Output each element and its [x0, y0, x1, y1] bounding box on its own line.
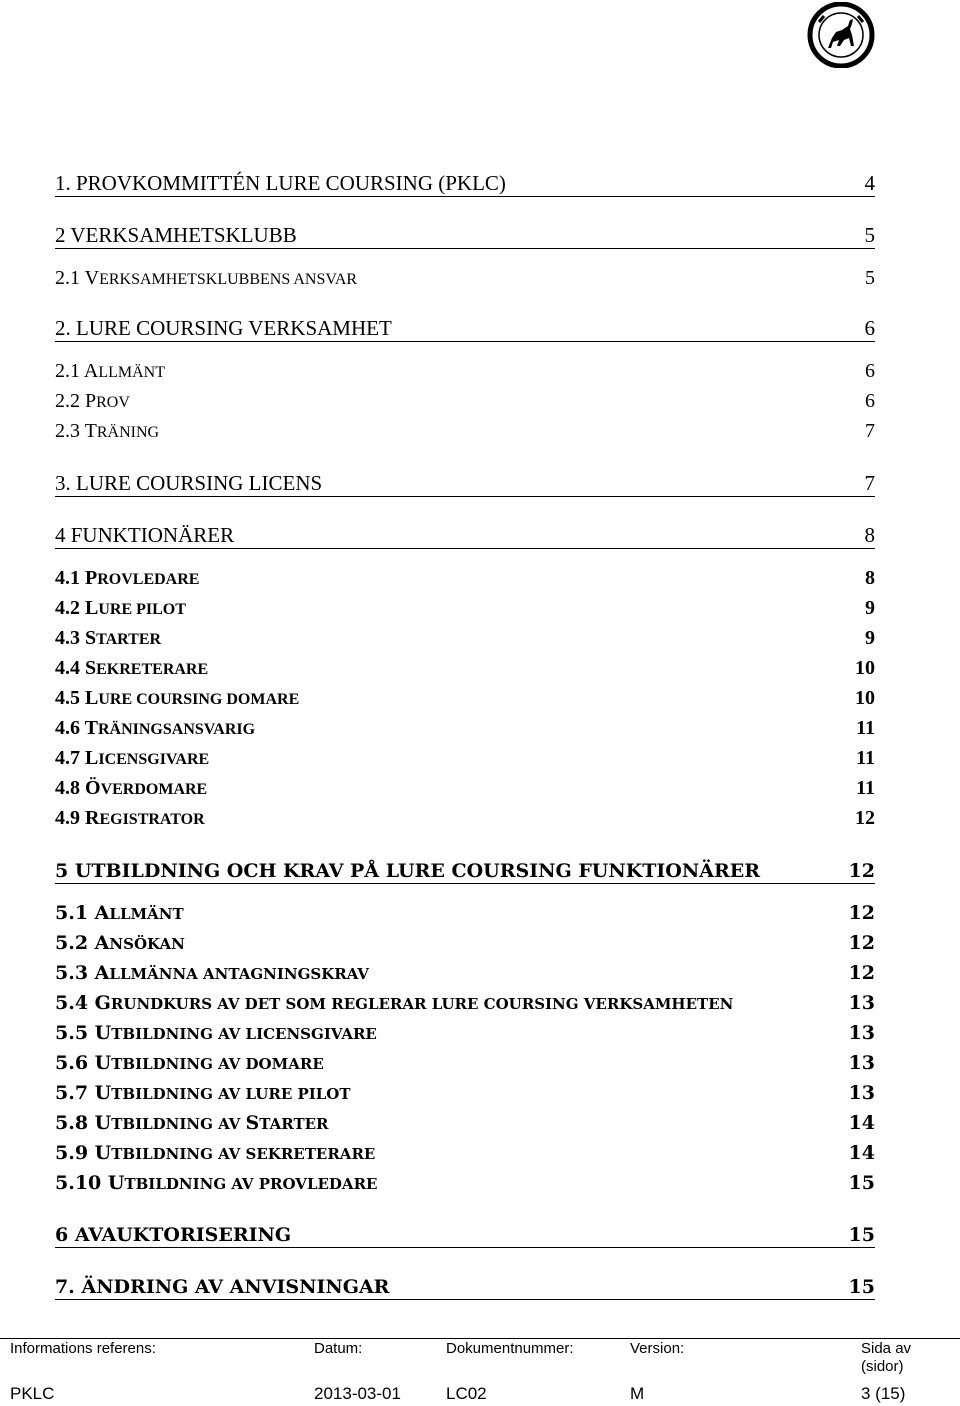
toc-entry-title: 4.8 ÖVERDOMARE — [55, 777, 208, 799]
toc-entry-page: 9 — [865, 627, 875, 649]
toc-entry-page: 10 — [855, 687, 875, 709]
toc-entry-page: 8 — [865, 567, 875, 589]
toc-entry-page: 12 — [848, 902, 875, 924]
toc-entry-page: 11 — [856, 717, 875, 739]
toc-entry-title: 2.3 TRÄNING — [55, 420, 160, 442]
toc-entry-title: 4.7 LICENSGIVARE — [55, 747, 210, 769]
toc-entry-title: 5.1 ALLMÄNT — [55, 902, 184, 924]
toc-entry-5-7[interactable] — [55, 1078, 875, 1106]
toc-entry-page: 5 — [865, 267, 875, 289]
toc-entry-4-8[interactable] — [55, 774, 875, 802]
toc-entry-2-1[interactable] — [55, 264, 875, 292]
toc-entry-page: 14 — [848, 1112, 875, 1134]
toc-entry-4-1[interactable] — [55, 564, 875, 592]
toc-entry-title: 7. ÄNDRING AV ANVISNINGAR — [55, 1276, 390, 1298]
toc-entry-5-9[interactable] — [55, 1138, 875, 1166]
toc-entry-title: 5.10 UTBILDNING AV PROVLEDARE — [55, 1172, 378, 1194]
toc-entry-title: 4.5 LURE COURSING DOMARE — [55, 687, 300, 709]
toc-entry-page: 12 — [855, 807, 875, 829]
toc-entry-page: 15 — [848, 1276, 875, 1298]
toc-entry-page: 13 — [848, 992, 875, 1014]
toc-entry-2b-1[interactable] — [55, 357, 875, 385]
toc-entry-page: 4 — [864, 171, 875, 195]
toc-entry-page: 12 — [848, 932, 875, 954]
toc-entry-3[interactable] — [55, 469, 875, 497]
toc-entry-page: 6 — [865, 360, 875, 382]
toc-entry-title: 2.2 PROV — [55, 390, 130, 412]
toc-entry-2b-3[interactable] — [55, 417, 875, 445]
toc-entry-page: 6 — [864, 316, 875, 340]
toc-entry-title: 5.9 UTBILDNING AV SEKRETERARE — [55, 1142, 376, 1164]
toc-entry-title: 5.5 UTBILDNING AV LICENSGIVARE — [55, 1022, 377, 1044]
toc-entry-title: 4.3 STARTER — [55, 627, 162, 649]
toc-entry-4-7[interactable] — [55, 744, 875, 772]
toc-entry-title: 4 FUNKTIONÄRER — [55, 523, 235, 547]
toc-entry-title: 5.6 UTBILDNING AV DOMARE — [55, 1052, 324, 1074]
footer-value-date: 2013-03-01 — [314, 1384, 401, 1403]
toc-entry-title: 5.7 UTBILDNING AV LURE PILOT — [55, 1082, 351, 1104]
toc-entry-page: 7 — [865, 420, 875, 442]
toc-entry-page: 15 — [848, 1172, 875, 1194]
footer-label-page-sub: (sidor) — [861, 1358, 904, 1375]
toc-entry-title: 5.3 ALLMÄNNA ANTAGNINGSKRAV — [55, 962, 369, 984]
footer-label-docnum: Dokumentnummer: — [446, 1340, 574, 1357]
toc-entry-title: 4.4 SEKRETERARE — [55, 657, 209, 679]
toc-entry-4-2[interactable] — [55, 594, 875, 622]
footer-divider — [0, 1338, 960, 1339]
toc-entry-title: 3. LURE COURSING LICENS — [55, 471, 323, 495]
toc-entry-title: 5.4 GRUNDKURS AV DET SOM REGLERAR LURE COURSING VERKSAMHETEN — [55, 992, 734, 1014]
toc-entry-page: 11 — [856, 747, 875, 769]
footer-label-date: Datum: — [314, 1340, 363, 1357]
toc-entry-page: 6 — [865, 390, 875, 412]
toc-entry-title: 5.8 UTBILDNING AV STARTER — [55, 1112, 329, 1134]
toc-entry-4-6[interactable] — [55, 714, 875, 742]
toc-entry-page: 10 — [855, 657, 875, 679]
toc-entry-5-4[interactable] — [55, 988, 875, 1016]
toc-entry-title: 2. LURE COURSING VERKSAMHET — [55, 316, 392, 340]
toc-entry-5-2[interactable] — [55, 928, 875, 956]
toc-entry-title: 1. PROVKOMMITTÉN LURE COURSING (PKLC) — [55, 171, 506, 195]
toc-entry-page: 7 — [864, 471, 875, 495]
toc-entry-page: 13 — [848, 1022, 875, 1044]
toc-entry-4-4[interactable] — [55, 654, 875, 682]
toc-entry-page: 13 — [848, 1082, 875, 1104]
toc-entry-title: 4.9 REGISTRATOR — [55, 807, 205, 829]
toc-entry-page: 8 — [864, 523, 875, 547]
toc-entry-page: 13 — [848, 1052, 875, 1074]
toc-entry-page: 9 — [865, 597, 875, 619]
toc-entry-5-5[interactable] — [55, 1018, 875, 1046]
toc-entry-4-5[interactable] — [55, 684, 875, 712]
toc-entry-4[interactable] — [55, 521, 875, 549]
toc-entry-title: 4.2 LURE PILOT — [55, 597, 186, 619]
toc-entry-2[interactable] — [55, 221, 875, 249]
toc-entry-title: 5.2 ANSÖKAN — [55, 932, 185, 954]
footer-value-ref: PKLC — [10, 1384, 55, 1403]
footer-label-version: Version: — [630, 1340, 685, 1357]
footer-value-page: 3 (15) — [861, 1384, 906, 1403]
toc-entry-title: 5 UTBILDNING OCH KRAV PÅ LURE COURSING FUNKTIONÄRER — [55, 860, 761, 882]
toc-entry-5-8[interactable] — [55, 1108, 875, 1136]
toc-entry-title: 2.1 VERKSAMHETSKLUBBENS ANSVAR — [55, 267, 358, 289]
toc-entry-5-10[interactable] — [55, 1168, 875, 1196]
toc-entry-6[interactable] — [55, 1220, 875, 1248]
document-footer — [0, 1338, 960, 1406]
toc-entry-page: 15 — [848, 1224, 875, 1246]
toc-entry-page: 11 — [856, 777, 875, 799]
footer-label-ref: Informations referens: — [10, 1340, 156, 1357]
footer-label-page: Sida av — [861, 1340, 912, 1357]
toc-entry-title: 4.6 TRÄNINGSANSVARIG — [55, 717, 256, 739]
toc-entry-title: 2 VERKSAMHETSKLUBB — [55, 223, 297, 247]
toc-entry-4-3[interactable] — [55, 624, 875, 652]
toc-entry-5[interactable] — [55, 856, 875, 884]
toc-entry-5-3[interactable] — [55, 958, 875, 986]
toc-entry-5-1[interactable] — [55, 898, 875, 926]
toc-entry-page: 5 — [864, 223, 875, 247]
toc-entry-1[interactable] — [55, 169, 875, 197]
toc-entry-title: 6 AVAUKTORISERING — [55, 1224, 292, 1246]
toc-entry-4-9[interactable] — [55, 804, 875, 832]
toc-entry-7[interactable] — [55, 1272, 875, 1300]
toc-entry-2b[interactable] — [55, 314, 875, 342]
toc-entry-2b-2[interactable] — [55, 387, 875, 415]
toc-entry-title: 2.1 ALLMÄNT — [55, 360, 165, 382]
toc-entry-title: 4.1 PROVLEDARE — [55, 567, 200, 589]
footer-value-docnum: LC02 — [446, 1384, 487, 1403]
toc-entry-page: 12 — [848, 860, 875, 882]
toc-entry-5-6[interactable] — [55, 1048, 875, 1076]
footer-value-version: M — [630, 1384, 645, 1403]
toc-entry-page: 14 — [848, 1142, 875, 1164]
toc-entry-page: 12 — [848, 962, 875, 984]
